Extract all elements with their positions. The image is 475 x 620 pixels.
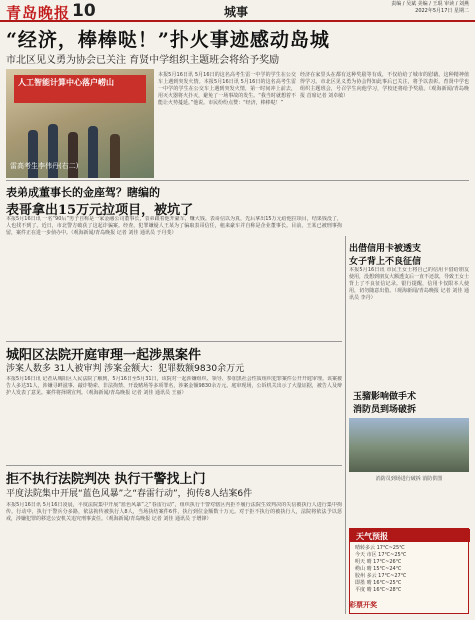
person-figure xyxy=(110,134,120,178)
photo-sign-title: 人工智能计算中心落户崂山 xyxy=(18,78,114,87)
article4-title: 玉骝影响做手术 消防员到场破拆 xyxy=(353,392,417,415)
photo-sign xyxy=(14,75,146,103)
article2-title: 出借信用卡被透支 女子背上不良征信 xyxy=(349,244,422,267)
photo-caption: 雷高考生李伟丹(右二) xyxy=(10,162,79,170)
weather-row: 胶州 多云 17℃~27℃ xyxy=(355,573,407,579)
article1-body: 本报5月16日讯 一名“90后”男子自称是一家金融公司董事长，表弟跟着他开豪车，赚大钱。表哥信以为真，先后拿出15万元给他拉项目，结果钱没了，人也找不到了。近日，市北警方破获了这起诈骗案。经查，犯罪嫌疑人王某为了骗取表哥信任，租来豪车并自称是企业董事长。目前，王某已被刑事拘留，案件正在进一步侦办中。（观海新闻/青岛晚报 记者 刘佳 通讯员 于丹斐） xyxy=(6,216,342,236)
newspaper-logo: 青岛晚报 xyxy=(6,4,71,22)
article3-subtitle: 涉案人数多 31人被审判 涉案金额大：犯罪数额9830余万元 xyxy=(6,364,245,374)
divider xyxy=(6,180,469,181)
lead-photo xyxy=(6,69,154,178)
fire-rescue-photo xyxy=(349,418,469,472)
weather-title: 天气预报 xyxy=(350,529,470,542)
divider xyxy=(345,236,346,614)
lead-headline: “经济，棒棒哒！”扑火事迹感动岛城 xyxy=(6,29,330,51)
photo2-caption: 消防员到场进行破拆 消防供图 xyxy=(375,476,443,482)
weather-row: 平度 晴 16℃~28℃ xyxy=(355,587,402,593)
article1-title: 表哥拿出15万元拉项目，被坑了 xyxy=(6,203,194,218)
person-figure xyxy=(68,132,78,178)
lead-body-left: 本报5月16日讯 5月16日的这名高考生雷一中学的学生在公交车上遇到突发火情。本报5月16日讯 5月16日的这名高考生雷一中学的学生在公交车上遇到突发火情，第一时间冲上前去，用灭火器将火扑灭，避免了一场事故的发生。“我当时就想着不能让火势蔓延。”他说。市民纷纷点赞：“经济，棒棒哒！” xyxy=(158,72,296,106)
divider xyxy=(6,465,342,466)
article2-body: 本报5月16日讯 市民王女士将自己的信用卡借给朋友使用，没想到朋友大额透支后一直不还款，导致王女士背上了不良征信记录。银行提醒，信用卡仅限本人使用，切勿随意出借。（观海新闻/青岛晚报 记者 刘佳 通讯员 李丹） xyxy=(349,267,469,301)
divider xyxy=(6,341,342,342)
editors-line: 责编 / 吴斌 美编 / 王琨 审读 / 刘燕 xyxy=(391,1,469,7)
article5-subtitle: 平度法院集中开展“蓝色风暴”之“春雷行动”，拘传8人结案6件 xyxy=(6,489,253,499)
page-number: 10 xyxy=(72,1,96,21)
article5-title: 拒不执行法院判决 执行干警找上门 xyxy=(6,472,206,487)
weather-row: 晴转多云 17℃~25℃ xyxy=(355,545,405,551)
weather-row: 即墨 晴 16℃~25℃ xyxy=(355,580,402,586)
weather-row: 明天 晴 17℃~26℃ xyxy=(355,559,402,565)
weather-list xyxy=(355,545,406,594)
lead-body-right: 经济在家里头在都有这种奖励等有成，不仅给给了城市的慰藉。这种精神值得学习。市北区见义勇为协会得知此事后已关注，将予以表彰。育贤中学也组织主题班会，号召学生向他学习，学校还将给予奖励。（观海新闻/青岛晚报 首席记者 刘卓敏） xyxy=(300,72,469,99)
article5-body: 本报5月16日讯 5月16日凌晨，平度法院集中开展“蓝色风暴”之“春雷行动”，组织执行干警对辖区内拒不履行法院生效判决的失信被执行人进行集中拘传。行动中，执行干警兵分多路，依法拘传被执行人8人，当场执结案件6件，执行到位金额数十万元。对于拒不执行的被执行人，法院将依法予以惩戒，涉嫌犯罪的移送公安机关追究刑事责任。（观海新闻/青岛晚报 记者 刘佳 通讯员 于增锋） xyxy=(6,502,342,522)
date-line: 2022年5月17日 星期二 xyxy=(415,8,469,14)
editors-info xyxy=(391,1,469,15)
weather-row: 今天 市区 17℃~25℃ xyxy=(355,552,407,558)
article3-title: 城阳区法院开庭审理一起涉黑案件 xyxy=(6,348,202,363)
article3-body: 本报5月16日讯 记者从城阳区人民法院了解到，5月16日至5月31日，该院对一起涉嫌组织、领导、参加黑社会性质组织犯罪案件公开开庭审理。该案被告人多达31人，涉嫌寻衅滋事、敲诈勒索、非法拘禁、开设赌场等多项罪名，涉案金额9830余万元。庭审现场，公诉机关出示了大量证据，被告人及辩护人发表了意见。案件将择期宣判。（观海新闻/青岛晚报 记者 刘佳 通讯员 王丽） xyxy=(6,376,342,396)
lead-subhead: 市北区见义勇为协会已关注 育贤中学组织主题班会将给予奖励 xyxy=(6,55,280,66)
lottery-label: 彩票开奖 xyxy=(349,601,377,609)
section-name: 城事 xyxy=(224,5,249,19)
weather-row: 崂山 晴 15℃~24℃ xyxy=(355,566,402,572)
person-figure xyxy=(88,126,98,178)
article1-kicker: 表弟成董事长的金座驾？瞎编的 xyxy=(6,186,160,199)
